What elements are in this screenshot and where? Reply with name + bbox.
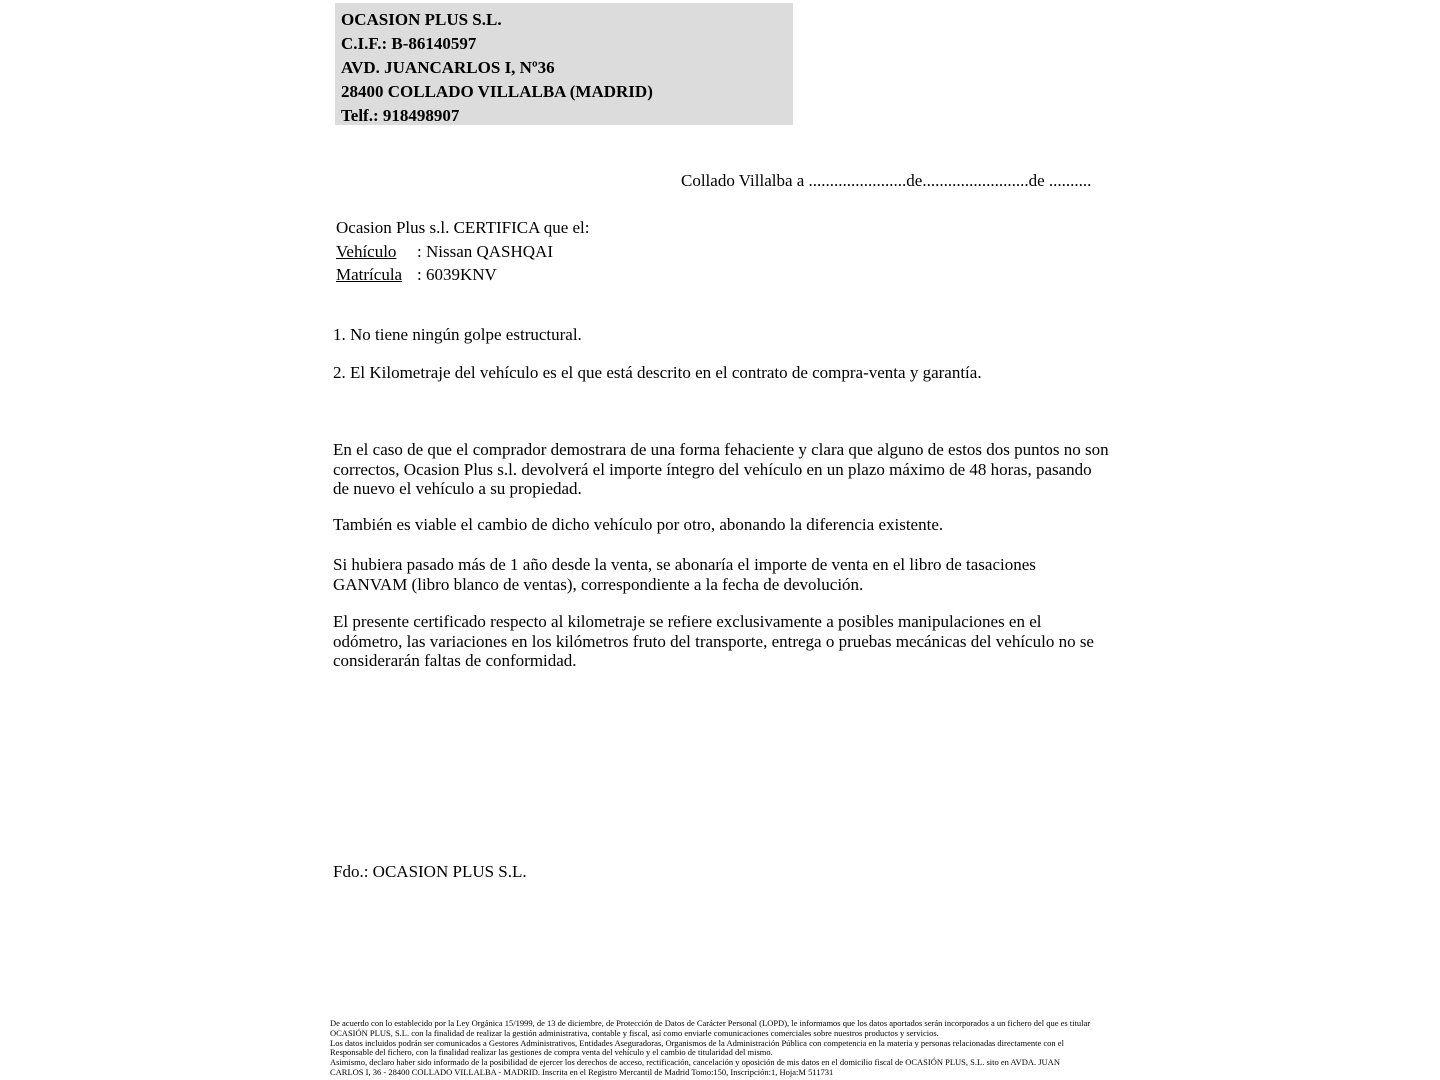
- plate-label-cell: [336, 263, 417, 287]
- plate-value: : 6039KNV: [417, 265, 497, 284]
- company-address: AVD. JUANCARLOS I, Nº36: [341, 58, 555, 77]
- certify-intro: Ocasion Plus s.l. CERTIFICA que el:: [336, 218, 590, 237]
- legal-line-2: OCASIÓN PLUS, S.L. con la finalidad de realizar la gestión administrativa, contable y fiscal, así como enviarle comunicaciones comerciales sobre nuestros productos y servicios.: [330, 1027, 939, 1038]
- refund-paragraph: En el caso de que el comprador demostrara de una forma fehaciente y clara que alguno de estos dos puntos no son correctos, Ocasion Plus s.l. devolverá el importe íntegro del vehículo en un plazo máximo de 48 horas, pasando de nuevo el vehículo a su propiedad.: [333, 440, 1109, 499]
- vehicle-value: : Nissan QASHQAI: [417, 241, 553, 261]
- company-cif: C.I.F.: B-86140597: [341, 34, 477, 53]
- condition-point-1: 1. No tiene ningún golpe estructural.: [333, 325, 582, 344]
- certification-block: [336, 216, 590, 287]
- company-phone: Telf.: 918498907: [341, 106, 460, 125]
- plate-row: [336, 263, 590, 287]
- legal-line-6: CARLOS I, 36 - 28400 COLLADO VILLALBA - MADRID. Inscrita en el Registro Mercantil de Madrid Tomo:150, Inscripción:1, Hoja:M 511731: [330, 1066, 834, 1077]
- company-city: 28400 COLLADO VILLALBA (MADRID): [341, 82, 653, 101]
- plate-label: Matrícula: [336, 265, 403, 284]
- legal-footer: [330, 1019, 1090, 1078]
- vehicle-label-cell: [336, 240, 417, 264]
- signature-line: Fdo.: OCASION PLUS S.L.: [333, 862, 527, 881]
- legal-line-4: Responsable del fichero, con la finalidad realizar las gestiones de compra venta del vehículo y el cambio de titularidad del mismo.: [330, 1047, 773, 1058]
- exchange-paragraph: También es viable el cambio de dicho vehículo por otro, abonando la diferencia existente.: [333, 515, 944, 534]
- vehicle-row: [336, 240, 590, 264]
- legal-line-1: De acuerdo con lo establecido por la Ley Orgánica 15/1999, de 13 de diciembre, de Protección de Datos de Carácter Personal (LOPD), le informamos que los datos aportados serán incorporados a un fichero del que es titular: [330, 1018, 1091, 1028]
- vehicle-label: Vehículo: [336, 241, 397, 261]
- ganvam-paragraph: Si hubiera pasado más de 1 año desde la venta, se abonaría el importe de venta en el libro de tasaciones GANVAM (libro blanco de ventas), correspondiente a la fecha de devolución.: [333, 555, 1036, 594]
- date-place-line: Collado Villalba a .......................de.........................de ..........: [681, 171, 1092, 190]
- legal-line-3: Los datos incluidos podrán ser comunicados a Gestores Administrativos, Entidades Aseguradoras, Organismos de la Administración Pública con competencia en la materia y personas relacionadas directamente con el: [330, 1037, 1064, 1048]
- odometer-paragraph: El presente certificado respecto al kilometraje se refiere exclusivamente a posibles manipulaciones en el odómetro, las variaciones en los kilómetros fruto del transporte, entrega o pruebas mecánicas del vehículo no se considerarán faltas de conformidad.: [333, 612, 1094, 671]
- condition-point-2: 2. El Kilometraje del vehículo es el que está descrito en el contrato de compra-venta y garantía.: [333, 363, 982, 382]
- company-header-box: [335, 3, 793, 125]
- legal-line-5: Asimismo, declaro haber sido informado de la posibilidad de ejercer los derechos de acceso, rectificación, cancelación y oposición de mis datos en el domicilio fiscal de OCASIÓN PLUS, S.L. sito en AVDA. JUAN: [330, 1057, 1060, 1067]
- company-name: OCASION PLUS S.L.: [341, 10, 502, 29]
